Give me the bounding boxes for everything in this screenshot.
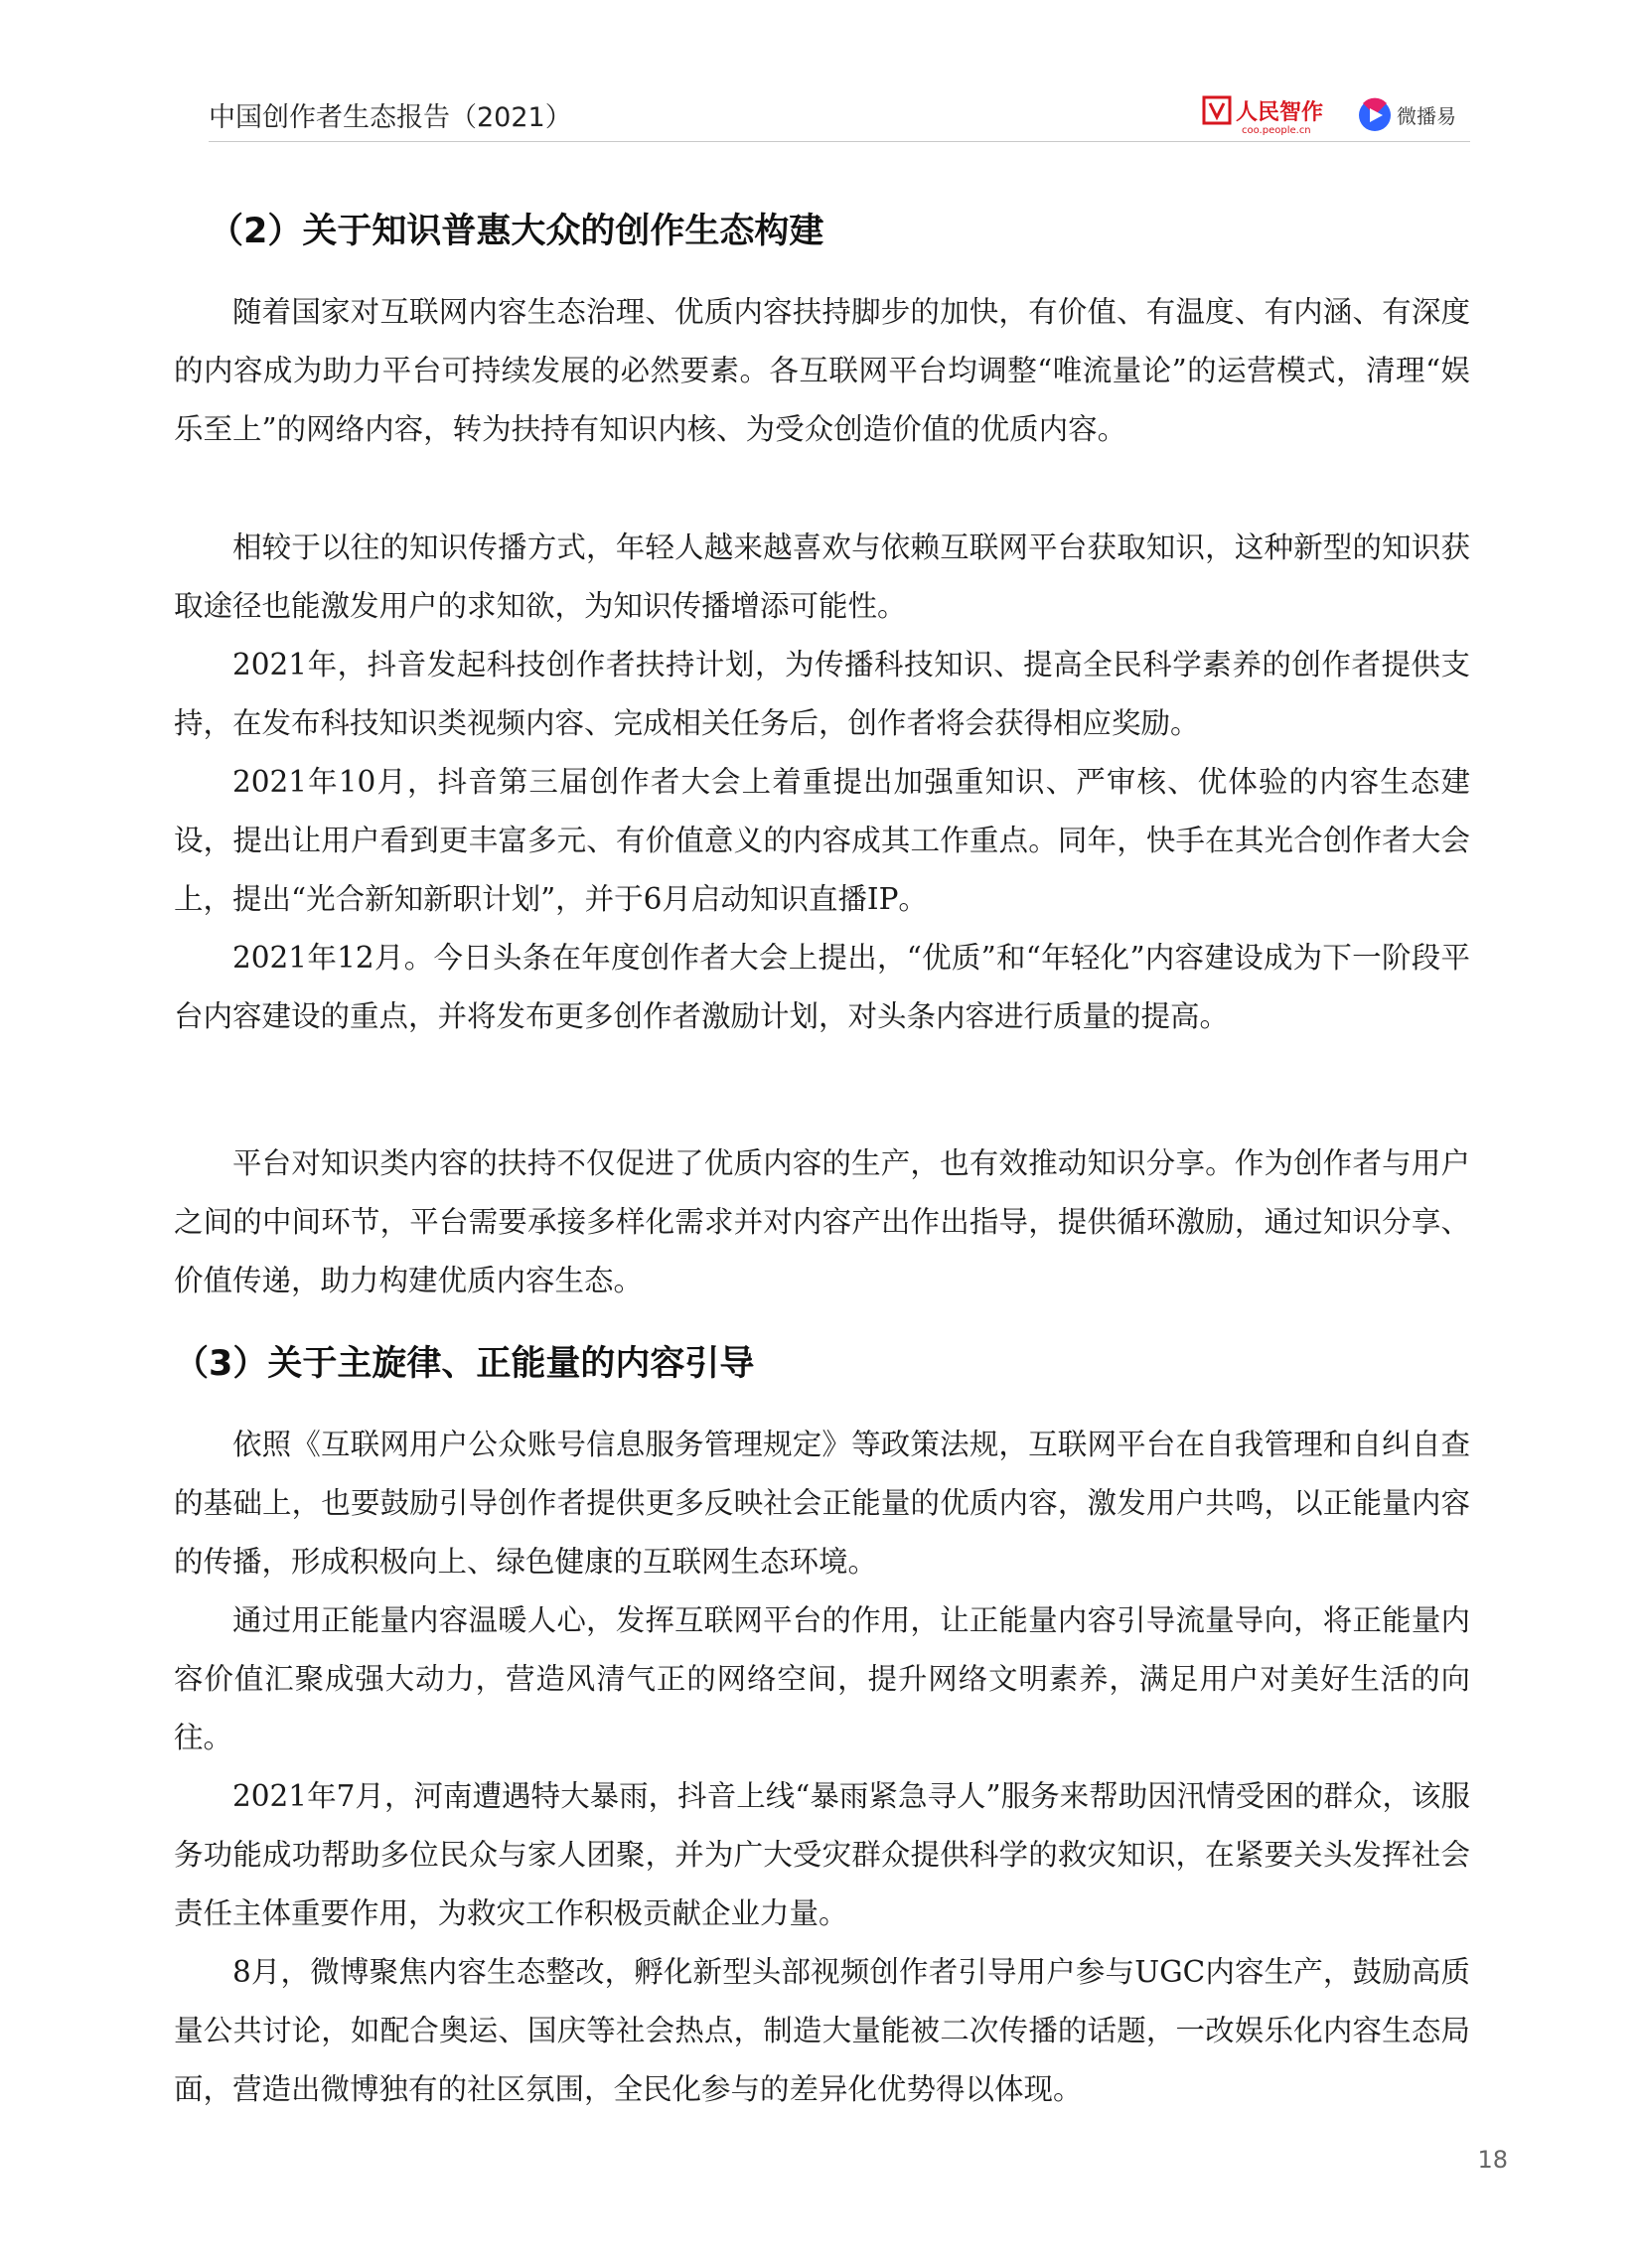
weiboyi-logo <box>1353 91 1470 137</box>
svg-text:人民智作: 人民智作 <box>1236 100 1324 125</box>
paragraph: 平台对知识类内容的扶持不仅促进了优质内容的生产，也有效推动知识分享。作为创作者与用户之间的中间环节，平台需要承接多样化需求并对内容产出作出指导，提供循环激励，通过知识分享、价值传递，助力构建优质内容生态。 <box>174 1146 1470 1297</box>
paragraph: 8月，微博聚焦内容生态整改，孵化新型头部视频创作者引导用户参与UGC内容生产，鼓励高质量公共讨论，如配合奥运、国庆等社会热点，制造大量能被二次传播的话题，一改娱乐化内容生态局面，营造出微博独有的社区氛围，全民化参与的差异化优势得以体现。 <box>174 1955 1470 2106</box>
section-heading-3: （3）关于主旋律、正能量的内容引导 <box>174 1344 755 1384</box>
paragraph: 通过用正能量内容温暖人心，发挥互联网平台的作用，让正能量内容引导流量导向，将正能量内容价值汇聚成强大动力，营造风清气正的网络空间，提升网络文明素养，满足用户对美好生活的向往。 <box>174 1603 1470 1754</box>
page-number: 18 <box>1477 2146 1508 2174</box>
paragraph: 随着国家对互联网内容生态治理、优质内容扶持脚步的加快，有价值、有温度、有内涵、有深度的内容成为助力平台可持续发展的必然要素。各互联网平台均调整“唯流量论”的运营模式，清理“娱乐至上”的网络内容，转为扶持有知识内核、为受众创造价值的优质内容。 <box>174 295 1470 446</box>
paragraph: 2021年12月。今日头条在年度创作者大会上提出，“优质”和“年轻化”内容建设成为下一阶段平台内容建设的重点，并将发布更多创作者激励计划，对头条内容进行质量的提高。 <box>174 941 1470 1033</box>
report-title: 中国创作者生态报告（2021） <box>209 102 572 133</box>
svg-text:微播易: 微播易 <box>1397 104 1456 128</box>
paragraph: 2021年，抖音发起科技创作者扶持计划，为传播科技知识、提高全民科学素养的创作者提供支持，在发布科技知识类视频内容、完成相关任务后，创作者将会获得相应奖励。 <box>174 648 1470 740</box>
page-header <box>209 91 1470 142</box>
section-heading-2: （2）关于知识普惠大众的创作生态构建 <box>209 212 824 251</box>
paragraph: 2021年7月，河南遭遇特大暴雨，抖音上线“暴雨紧急寻人”服务来帮助因汛情受困的群众，该服务功能成功帮助多位民众与家人团聚，并为广大受灾群众提供科学的救灾知识，在紧要关头发挥社会责任主体重要作用，为救灾工作积极贡献企业力量。 <box>174 1779 1470 1930</box>
paragraph: 依照《互联网用户公众账号信息服务管理规定》等政策法规，互联网平台在自我管理和自纠自查的基础上，也要鼓励引导创作者提供更多反映社会正能量的优质内容，激发用户共鸣，以正能量内容的传播，形成积极向上、绿色健康的互联网生态环境。 <box>174 1428 1470 1579</box>
svg-text:coo.people.cn: coo.people.cn <box>1242 125 1311 136</box>
people-zhizuo-logo <box>1202 91 1346 137</box>
paragraph: 2021年10月，抖音第三届创作者大会上着重提出加强重知识、严审核、优体验的内容生态建设，提出让用户看到更丰富多元、有价值意义的内容成其工作重点。同年，快手在其光合创作者大会上，提出“光合新知新职计划”，并于6月启动知识直播IP。 <box>174 765 1470 916</box>
paragraph: 相较于以往的知识传播方式，年轻人越来越喜欢与依赖互联网平台获取知识，这种新型的知识获取途径也能激发用户的求知欲，为知识传播增添可能性。 <box>174 530 1470 623</box>
